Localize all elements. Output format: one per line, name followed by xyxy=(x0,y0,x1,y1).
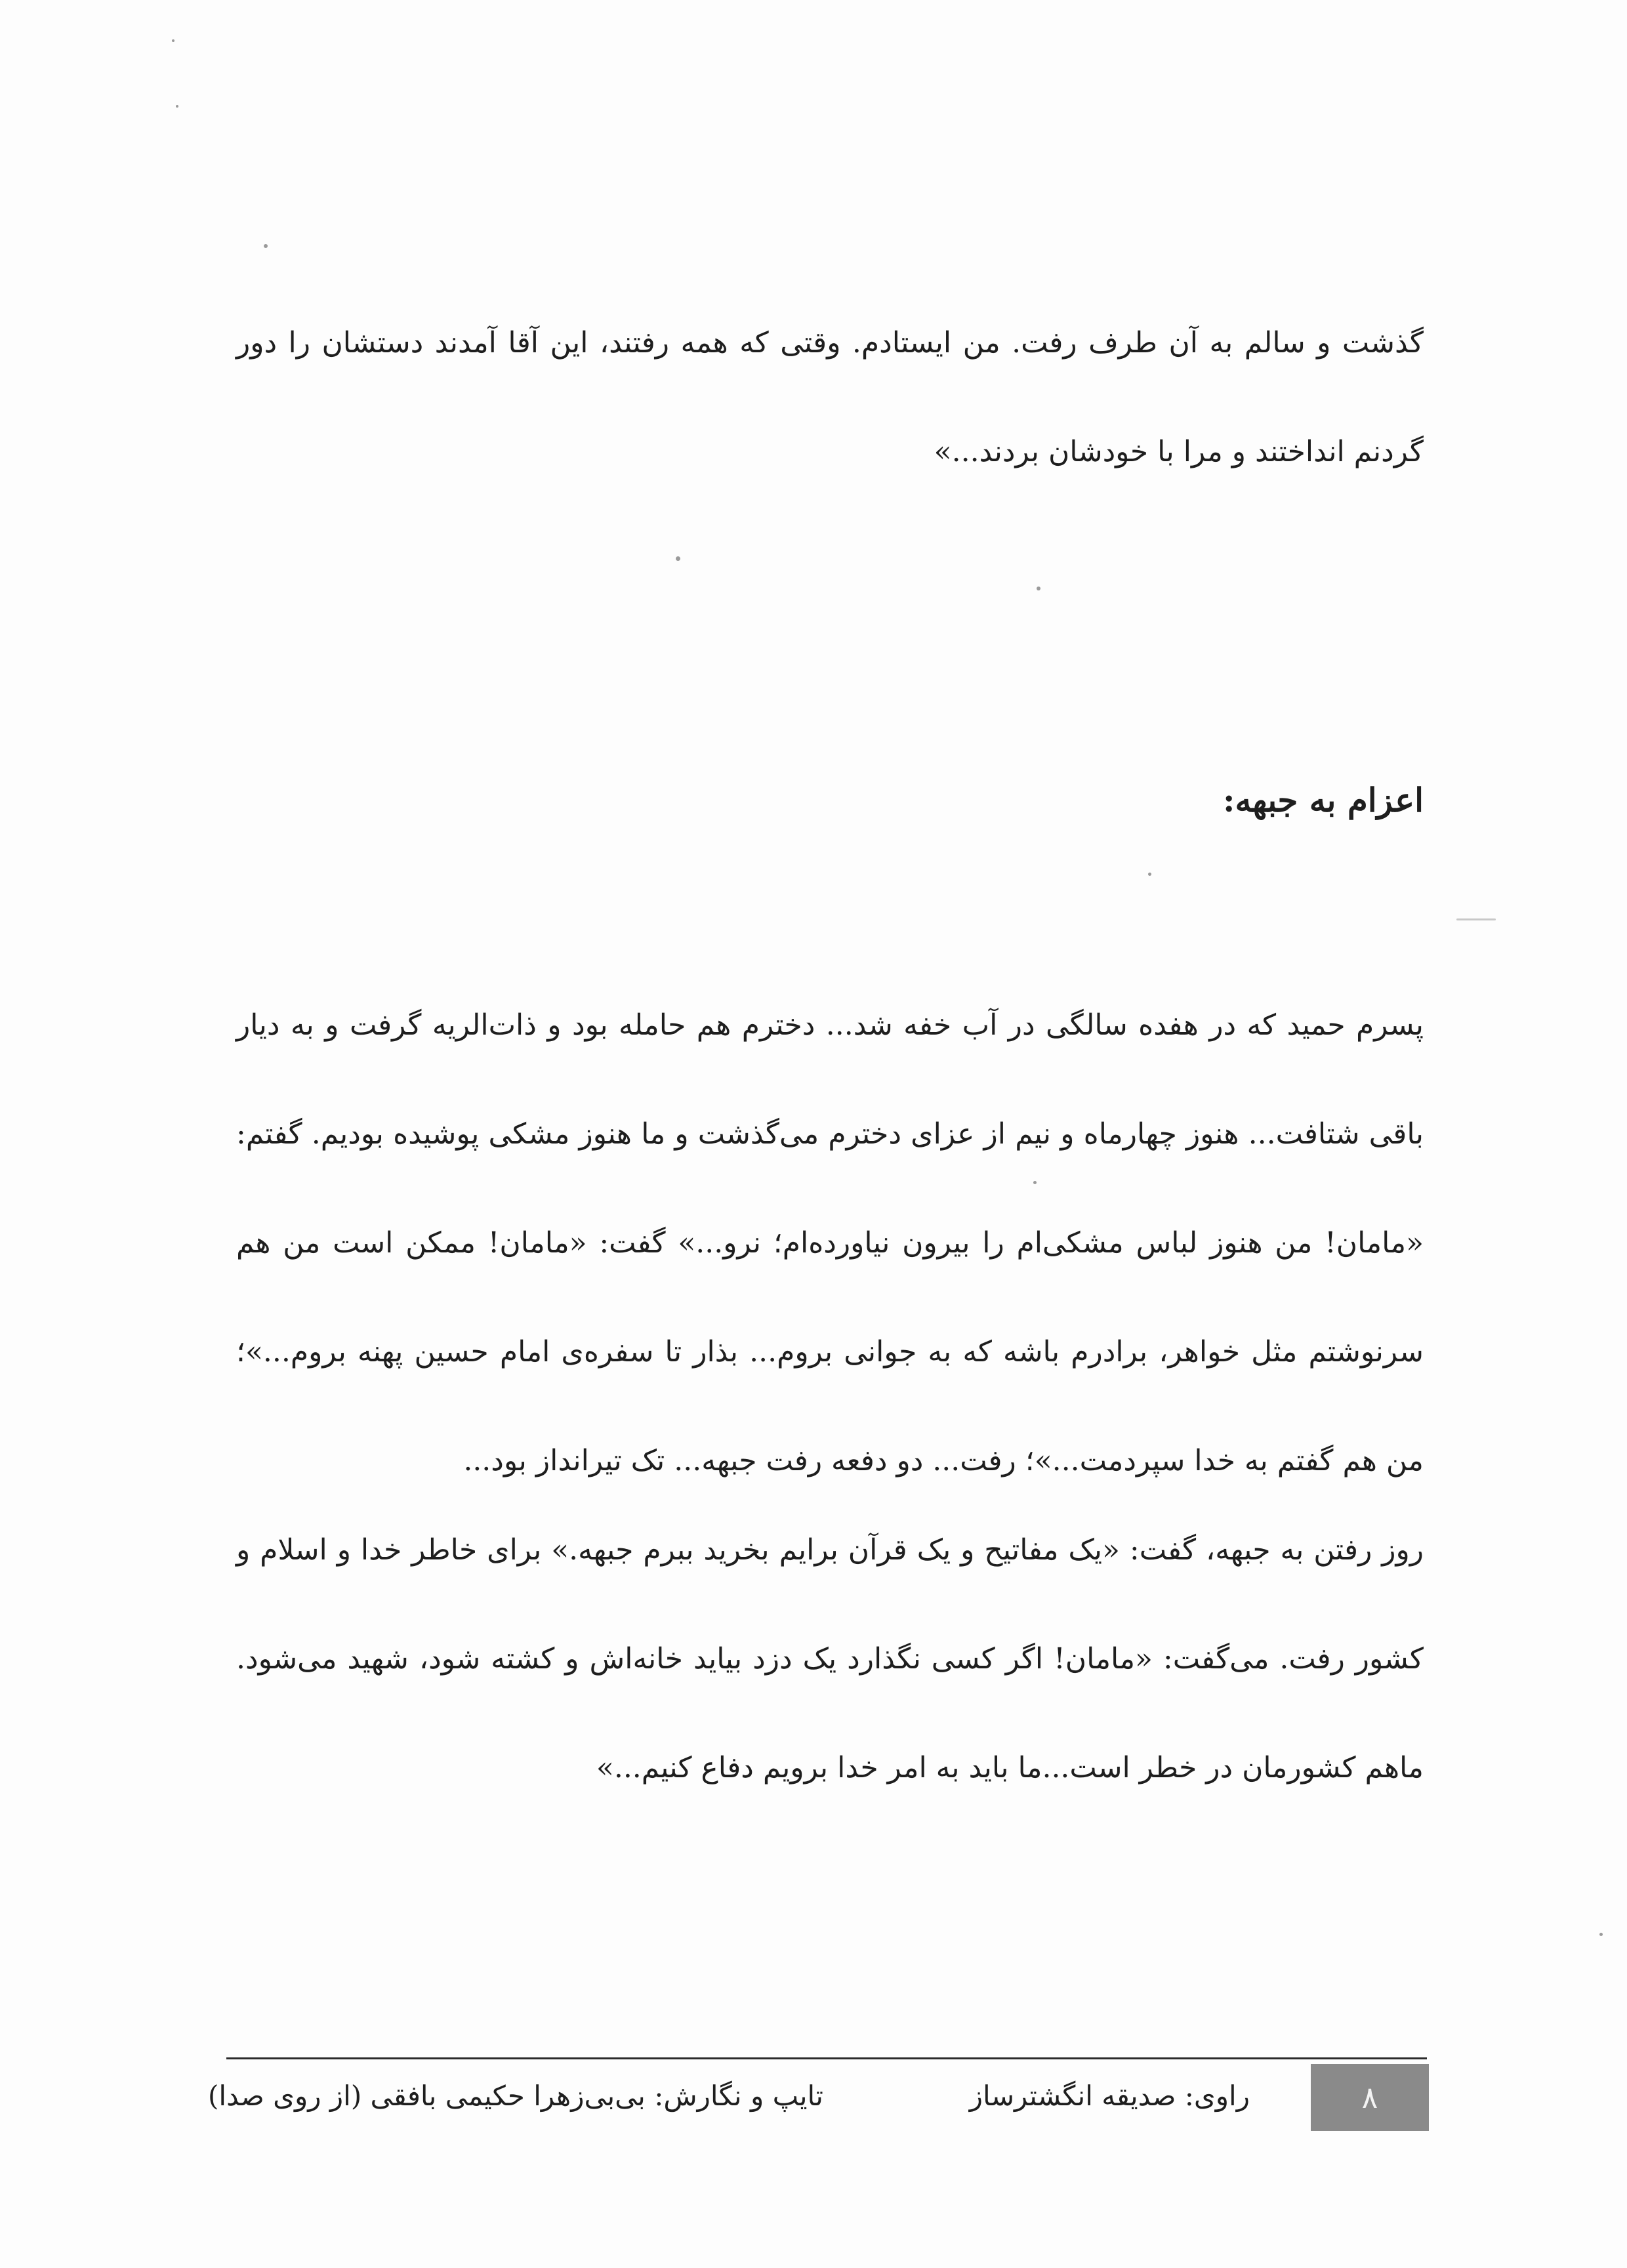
scan-speck xyxy=(172,39,175,42)
scan-speck xyxy=(176,105,178,108)
scan-speck xyxy=(1033,1181,1037,1184)
section-heading: اعزام به جبهه: xyxy=(1222,781,1424,819)
footer-typist: تایپ و نگارش: بی‌بی‌زهرا حکیمی بافقی (از روی صدا) xyxy=(207,2080,823,2112)
footer-narrator: راوی: صدیقه انگشترساز xyxy=(969,2080,1250,2112)
paragraph-1: گذشت و سالم به آن طرف رفت. من ایستادم. وقتی که همه رفتند، این آقا آمدند دستشان را دور گردنم انداختند و مرا با خودشان بردند...» xyxy=(236,326,1424,468)
scan-speck xyxy=(1148,873,1151,876)
page-number: ۸ xyxy=(1361,2080,1378,2115)
paragraph-2: پسرم حمید که در هفده سالگی در آب خفه شد... دخترم هم حامله بود و ذات‌الریه گرفت و به دیار باقی شتافت... هنوز چهارماه و نیم از عزای دخترم می‌گذشت و ما هنوز مشکی پوشیده بودیم. گفتم: «مامان! من هنوز لباس مشکی‌ام را بیرون نیاورده‌ام؛ نرو...» گفت: «مامان! ممکن است من هم سرنوشتم مثل خواهر، برادرم باشه که به جوانی بروم... بذار تا سفره‌ی امام حسین پهنه بروم...»؛ من هم گفتم به خدا سپردمت...»؛ رفت... دو دفعه رفت جبهه... تک تیرانداز بود... xyxy=(236,1008,1424,1477)
scan-speck xyxy=(1456,918,1496,920)
scan-speck xyxy=(264,244,268,248)
page-number-box xyxy=(1311,2064,1429,2131)
scan-speck xyxy=(1599,1933,1603,1936)
scan-speck xyxy=(676,556,680,561)
paragraph-3: روز رفتن به جبهه، گفت: «یک مفاتیح و یک قرآن برایم بخرید ببرم جبهه.» برای خاطر خدا و اسلام و کشور رفت. می‌گفت: «مامان! اگر کسی نگذارد یک دزد بیاید خانه‌اش و کشته شود، شهید می‌شود. ماهم کشورمان در خطر است...ما باید به امر خدا برویم دفاع کنیم...» xyxy=(236,1533,1424,1784)
footer-divider xyxy=(226,2057,1427,2059)
scan-speck xyxy=(1037,587,1040,590)
